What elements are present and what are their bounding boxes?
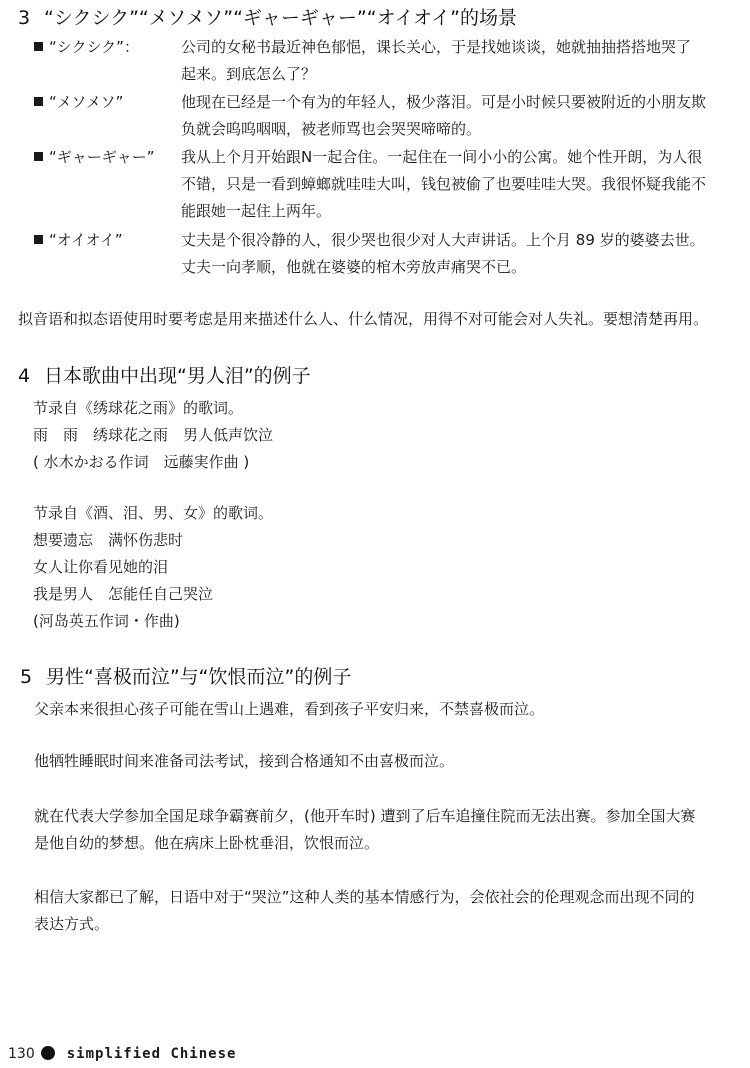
footer-label: simplified Chinese	[66, 1046, 237, 1062]
entry-term-mesomeso	[34, 89, 123, 116]
paragraph-line: 是他自幼的梦想。他在病床上卧枕垂泪，饮恨而泣。	[34, 834, 380, 852]
example-paragraph	[34, 884, 695, 938]
bullet-square-icon	[34, 235, 43, 244]
entry-term-label: “オイオイ”	[49, 231, 123, 249]
entry-text-oioi	[181, 227, 729, 281]
example-paragraph	[34, 803, 695, 857]
paragraph-line: 相信大家都已了解，日语中对于“哭泣”这种人类的基本情感行为，会依社会的伦理观念而出现不同的	[34, 888, 695, 906]
section-4-number: 4	[18, 365, 31, 387]
section-3-title: “シクシク”“メソメソ”“ギャーギャー”“オイオイ”的场景	[44, 7, 517, 29]
entry-line: 他现在已经是一个有为的年轻人，极少落泪。可是小时候只要被附近的小朋友欺	[181, 93, 707, 111]
bullet-square-icon	[34, 152, 43, 161]
entry-line: 能跟她一起住上两年。	[181, 202, 332, 220]
entry-text-shikushiku	[181, 34, 729, 88]
section-5-heading	[20, 665, 351, 689]
lyric-line: 节录自《酒、泪、男、女》的歌词。	[33, 504, 274, 522]
section-5-number: 5	[20, 666, 33, 688]
example-paragraph	[34, 748, 454, 775]
bullet-square-icon	[34, 97, 43, 106]
entry-line: 丈夫是个很冷静的人，很少哭也很少对人大声讲话。上个月 89 岁的婆婆去世。	[181, 231, 705, 249]
page-number: 130	[8, 1046, 35, 1062]
entry-line: 丈夫一向孝顺，他就在婆婆的棺木旁放声痛哭不已。	[181, 258, 527, 276]
entry-line: 负就会呜呜咽咽，被老师骂也会哭哭啼啼的。	[181, 120, 482, 138]
entry-term-label: “メソメソ”	[49, 93, 124, 111]
section-4-heading	[18, 364, 311, 388]
paragraph-line: 父亲本来很担心孩子可能在雪山上遇难，看到孩子平安归来，不禁喜极而泣。	[34, 700, 545, 718]
lyric-line: ( 水木かおる作词 远藤実作曲 )	[33, 453, 250, 471]
section-3-number: 3	[18, 7, 31, 29]
paragraph-line: 他牺牲睡眠时间来准备司法考试，接到合格通知不由喜极而泣。	[34, 752, 455, 770]
entry-line: 公司的女秘书最近神色郁悒，课长关心，于是找她谈谈，她就抽抽搭搭地哭了	[181, 38, 692, 56]
section-4-title: 日本歌曲中出现“男人泪”的例子	[44, 365, 311, 387]
song-2-lyrics	[33, 500, 273, 635]
entry-line: 我从上个月开始跟N一起合住。一起住在一间小小的公寓。她个性开朗，为人很	[181, 148, 703, 166]
entry-term-gyaagyaa	[34, 144, 155, 171]
lyric-line: (河岛英五作词・作曲)	[33, 612, 180, 630]
section-3-note	[18, 306, 708, 333]
lyric-line: 节录自《绣球花之雨》的歌词。	[33, 399, 244, 417]
song-1-lyrics	[33, 395, 273, 476]
note-text: 拟音语和拟态语使用时要考虑是用来描述什么人、什么情况，用得不对可能会对人失礼。要想清楚再用。	[18, 310, 709, 328]
page-footer	[8, 1044, 236, 1064]
bullet-square-icon	[34, 42, 43, 51]
section-5-title: 男性“喜极而泣”与“饮恨而泣”的例子	[46, 666, 352, 688]
paragraph-line: 表达方式。	[34, 915, 110, 933]
bullet-dot-icon	[41, 1046, 55, 1060]
lyric-line: 我是男人 怎能任自己哭泣	[33, 585, 214, 603]
entry-line: 不错，只是一看到蟑螂就哇哇大叫，钱包被偷了也要哇哇大哭。我很怀疑我能不	[181, 175, 707, 193]
entry-term-oioi	[34, 227, 123, 254]
entry-term-label: “ギャーギャー”	[49, 148, 155, 166]
entry-text-mesomeso	[181, 89, 729, 143]
lyric-line: 想要遗忘 满怀伤悲时	[33, 531, 184, 549]
entry-term-shikushiku	[34, 34, 139, 61]
paragraph-line: 就在代表大学参加全国足球争霸赛前夕，(他开车时) 遭到了后车追撞住院而无法出赛。参加全国大赛	[34, 807, 696, 825]
entry-line: 起来。到底怎么了？	[181, 65, 317, 83]
lyric-line: 女人让你看见她的泪	[33, 558, 169, 576]
entry-text-gyaagyaa	[181, 144, 729, 225]
section-3-heading	[18, 6, 517, 30]
example-paragraph	[34, 696, 544, 723]
lyric-line: 雨 雨 绣球花之雨 男人低声饮泣	[33, 426, 274, 444]
entry-term-label: “シクシク”：	[49, 38, 139, 56]
